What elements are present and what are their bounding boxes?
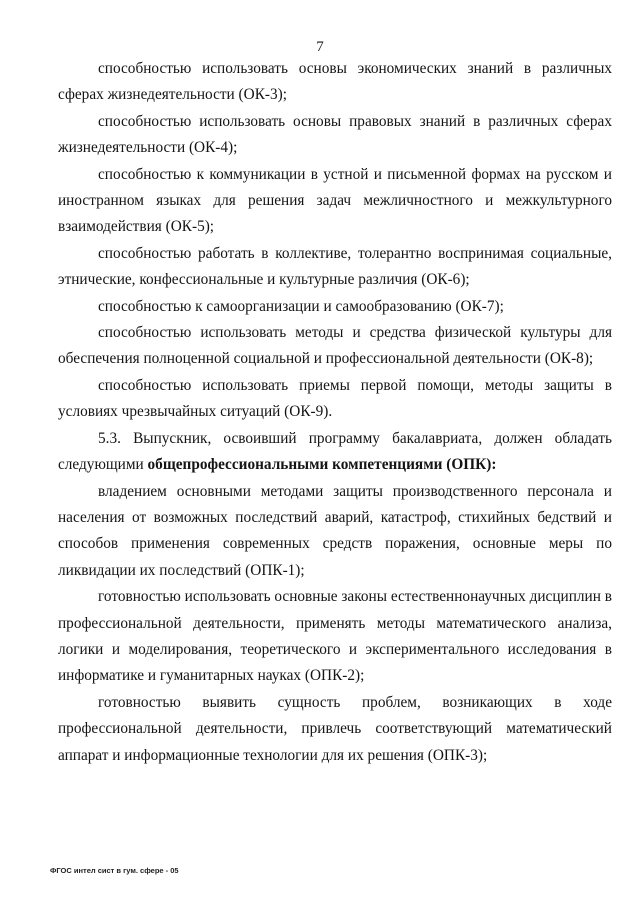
page-footer: ФГОС интел сист в гум. сфере - 05 (50, 866, 179, 875)
competency-ok-7: способностью к самоорганизации и самообразованию (ОК-7); (98, 297, 504, 315)
competency-ok-3: способностью использовать основы экономических знаний в различных сферах жизнедеятельности (ОК-3); (58, 60, 612, 104)
section-5-3-bold-term: общепрофессиональными компетенциями (ОПК): (147, 456, 497, 474)
page-number: 7 (316, 39, 324, 55)
document-body (58, 56, 612, 769)
competency-opk-2: готовностью использовать основные законы естественнонаучных дисциплин в профессиональной деятельности, применять методы математического анализа, логики и моделирования, теоретического и экспериментального исследования в информатике и гуманитарных науках (ОПК-2); (58, 588, 612, 685)
competency-ok-5: способностью к коммуникации в устной и письменной формах на русском и иностранном языках для решения задач межличностного и межкультурного взаимодействия (ОК-5); (58, 165, 612, 236)
section-5-3-heading (58, 426, 612, 479)
section-5-3-intro: 5.3. Выпускник, освоивший программу бакалавриата, должен обладать следующими (58, 429, 612, 474)
competency-ok-4: способностью использовать основы правовых знаний в различных сферах жизнедеятельности (ОК-4); (58, 112, 612, 157)
competency-ok-6: способностью работать в коллективе, толерантно воспринимая социальные, этнические, конфессиональные и культурные различия (ОК-6); (58, 244, 612, 289)
competency-ok-8: способностью использовать методы и средства физической культуры для обеспечения полноценной социальной и профессиональной деятельности (ОК-8); (58, 324, 612, 368)
competency-opk-1: владением основными методами защиты производственного персонала и населения от возможных последствий аварий, катастроф, стихийных бедствий и способов применения современных средств поражения, основные меры по ликвидации их последствий (ОПК-1); (58, 482, 612, 579)
competency-opk-3: готовностью выявить сущность проблем, возникающих в ходе профессиональной деятельности, привлечь соответствующий математический аппарат и информационные технологии для их решения (ОПК-3); (58, 693, 612, 764)
competency-ok-9: способностью использовать приемы первой помощи, методы защиты в условиях чрезвычайных ситуаций (ОК-9). (58, 376, 612, 421)
